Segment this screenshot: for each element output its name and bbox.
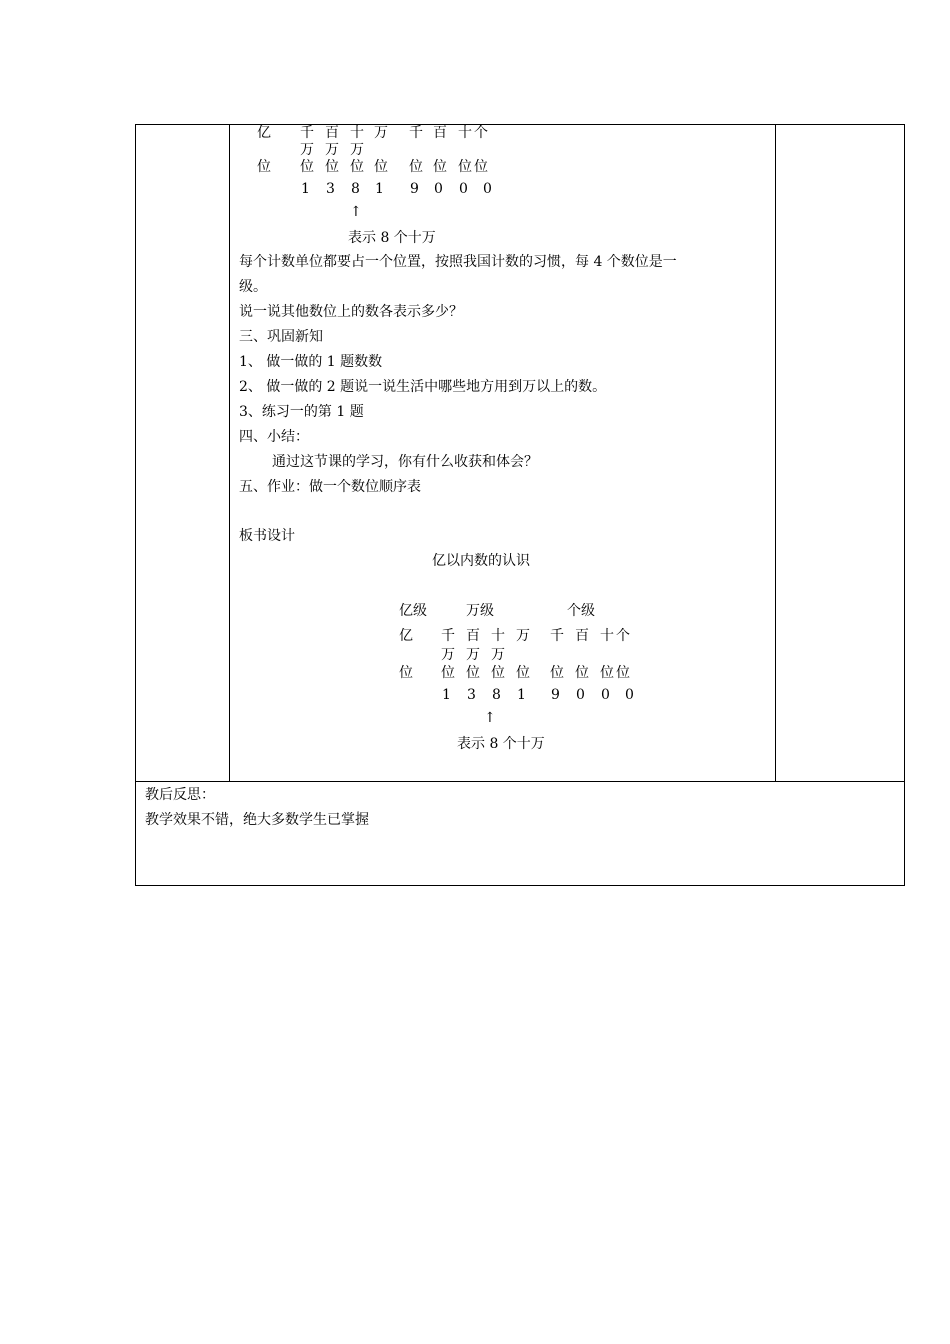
section-4-heading: 四、小结： [239,429,309,445]
table-left-border [135,124,136,886]
paragraph-1-line-2: 级。 [239,279,267,295]
section-5-heading: 五、作业：做一个数位顺序表 [239,479,421,495]
table-right-border [904,124,905,886]
board-chart-arrow-icon: ↑ [484,710,496,726]
paragraph-2: 说一说其他数位上的数各表示多少？ [239,304,463,320]
board-chart-note: 表示 8 个十万 [457,736,545,752]
table-top-border [135,124,905,125]
summary-text: 通过这节课的学习，你有什么收获和体会？ [272,454,538,470]
top-chart-note: 表示 8 个十万 [348,230,436,246]
document-page: 亿 千 百 十 万 千 百 十 个 万 万 万 位 位 位 位 位 位 位 位 位 1 3 8 1 9 0 0 0 ↑ 表示 8 个十万 每个计数单位都要占一个位置，按照我国计数的习惯，每 4 个数位是一 级。 说一说其他数位上的数各表示多少？ 三、巩固新知 1、 做一做的 1 题数数 2、 做一做的 2 题说一说生活中哪些地方用到万以上的数。 3、练习一的第 1 题 四、小结： 通过这节课的学习，你有什么收获和体会？ 五、作业：做一个数位顺序表 板书设计 亿以内数的认识 亿级 万级 个级 亿 千 百 十 万 千 百 十 个 万 万 万 位 位 位 位 位 位 位 位 位 1 3 8 1 9 0 0 0 ↑ 表示 8 个十万 教后反思： 教学效果不错，绝大多数学生已掌握 [0,0,950,1344]
table-col-divider-2 [775,124,776,781]
paragraph-1-line-1: 每个计数单位都要占一个位置，按照我国计数的习惯，每 4 个数位是一 [239,254,677,270]
list-item-1: 1、 做一做的 1 题数数 [239,354,383,370]
table-bottom-border [135,885,905,886]
list-item-2: 2、 做一做的 2 题说一说生活中哪些地方用到万以上的数。 [239,379,607,395]
list-item-3: 3、练习一的第 1 题 [239,404,364,420]
top-chart-arrow-icon: ↑ [350,204,362,220]
board-design-label: 板书设计 [239,528,295,544]
section-3-heading: 三、巩固新知 [239,329,323,345]
reflection-label: 教后反思： [145,787,215,803]
table-middle-border [135,781,905,782]
board-title: 亿以内数的认识 [432,553,530,569]
table-col-divider-1 [229,124,230,781]
reflection-text: 教学效果不错，绝大多数学生已掌握 [145,812,369,828]
